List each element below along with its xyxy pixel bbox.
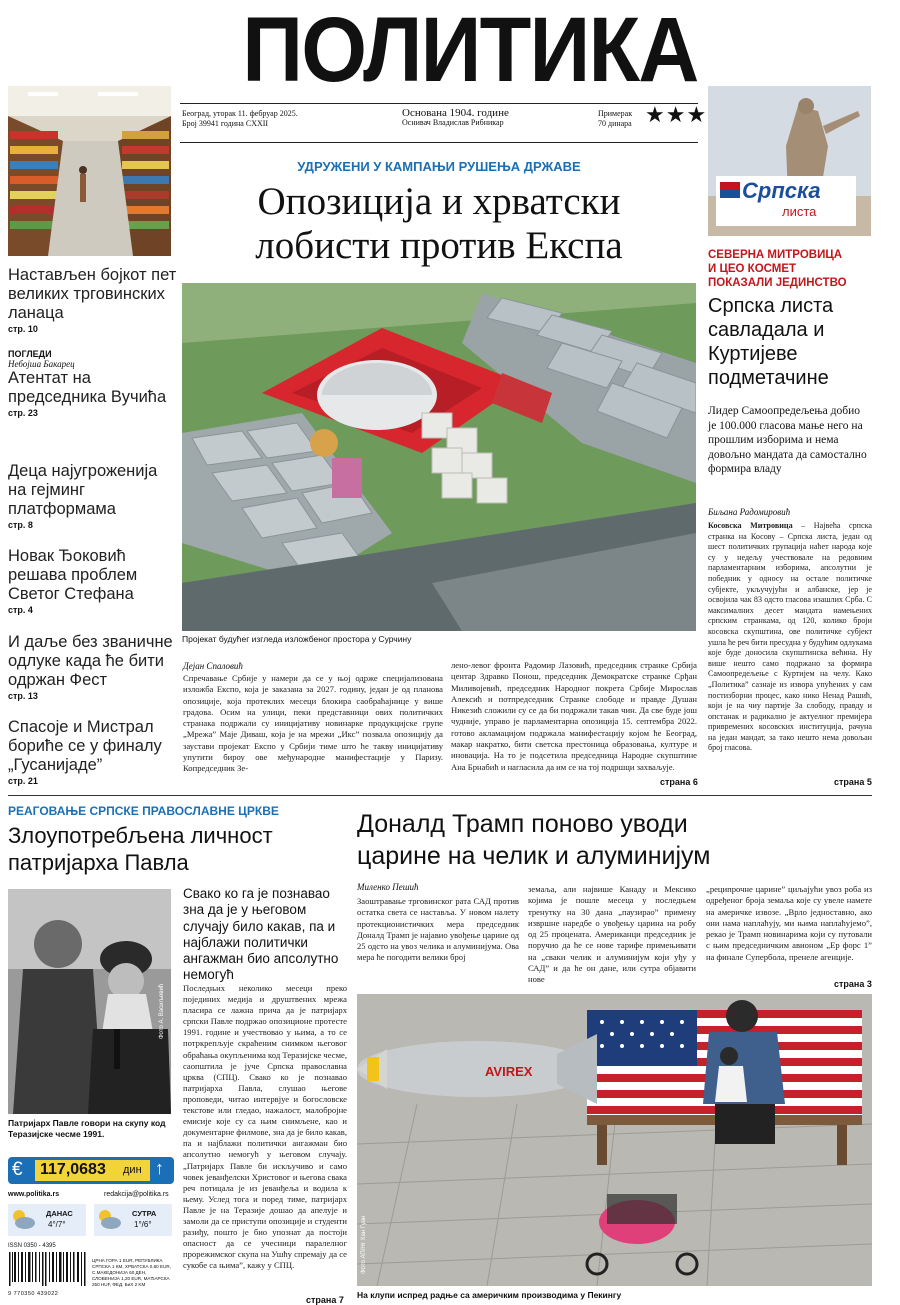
regional-prices: ЦРНА ГОРА 1 EUR, РЕПУБЛИКА СРПСКА 1 КМ, ХРВАТСКА 0,60 EUR, С.МАКЕДОНИЈА 60 ДЕН, СЛОВЕНИЈА 1,20 EUR, МАЂАРСКА 250 HUF, ФЕД. БиХ 2 KM bbox=[92, 1258, 171, 1287]
founded-line: Основана 1904. године bbox=[402, 107, 509, 119]
supermarket-illustration bbox=[8, 86, 171, 256]
sidebar-item-fest[interactable] bbox=[8, 633, 178, 701]
issue-info-bar bbox=[180, 102, 708, 143]
supermarket-photo[interactable] bbox=[8, 86, 171, 256]
sidebar-item-author: Небојша Бакарец bbox=[8, 359, 75, 369]
sidebar-item-page: стр. 8 bbox=[8, 520, 33, 530]
expo-photo-caption: Пројекат будућег изгледа изложбеног простора у Сурчину bbox=[182, 634, 412, 644]
patriarch-photo-caption: Патријарх Павле говори на скупу код Теразијске чесме 1991. bbox=[8, 1118, 166, 1139]
right-kicker-line: СЕВЕРНА МИТРОВИЦА bbox=[708, 249, 843, 261]
sidebar-item-page: стр. 10 bbox=[8, 324, 38, 334]
sidebar-item-title: Деца најугроженија на гејминг платформама bbox=[8, 462, 158, 518]
barcode-digits: 9 770350 439022 bbox=[8, 1291, 59, 1297]
email-link[interactable]: redakcija@politika.rs bbox=[104, 1191, 169, 1198]
flag-stripe-blue bbox=[720, 190, 740, 198]
sidebar-item-title: Спасоје и Мистрал бориће се у финалу „Гусанијаде” bbox=[8, 718, 162, 774]
trump-headline[interactable] bbox=[357, 808, 877, 872]
trump-article-col1: Заоштравање трговинског рата САД против остатка света се наставља. У новом налету протекционистичких мера председник Доналд Трамп је најавио увођење царине од 25 одсто на увоз челика и алуминијума. Ова мера ће погодити велики број bbox=[357, 896, 519, 963]
church-pull-quote: Свако ко га је познавао зна да је у његовом случају било какав, па и најблажи политички ангажман био апсолутно немогућ bbox=[183, 886, 339, 983]
sidebar-item-page: стр. 23 bbox=[8, 408, 38, 418]
right-article-body bbox=[708, 521, 872, 775]
rate-box bbox=[35, 1160, 150, 1181]
flag-bench-illustration bbox=[357, 994, 872, 1286]
right-kicker bbox=[708, 248, 873, 290]
right-article-text: – Највећа српска странка на Косову – Српска листа, један од шест политичких групација наћет народа које су у недељу учествовале на редовним парламентарним изборима, апсолутни је победник у односу на остале политичке субјекте, укључујући и албанске, јер је освојила чак 83 одсто гласова изашлих Срба. С максималних десет мандата намењених српским странкама, од 120, колико броји косовска скупштина, ове политичке субјект ушла ће реч бити пресудна у будућим одлукама које буде доносила скупштинска већина. Ну више нешто само подржано за формира Самоопредељење с Куртијем на челу. Како „Политика” сазнаје из извора упућених у сам постизборни процес, како нико Ненад Рашић, који је на чиу партије За слободу, правду и опстанак и радикално је актуелног премијера привремених косовских институција, рачуна на један мандат, за тако нешто нема довољан број гласова. bbox=[708, 521, 872, 753]
logo-text: Српска bbox=[742, 178, 821, 203]
main-page-ref[interactable]: страна 6 bbox=[660, 777, 698, 787]
copy-label: Примерак bbox=[598, 109, 633, 118]
weather-today-label: ДАНАС bbox=[46, 1209, 73, 1218]
weather-tomorrow-label: СУТРА bbox=[132, 1209, 157, 1218]
expo-render-illustration bbox=[182, 283, 696, 631]
trump-byline: Миленко Пешић bbox=[357, 882, 419, 892]
issn-label: ISSN 0350 - 4395 bbox=[8, 1243, 56, 1249]
rate-unit: дин bbox=[123, 1164, 142, 1176]
main-headline[interactable] bbox=[180, 180, 698, 268]
partly-cloudy-icon bbox=[96, 1208, 122, 1230]
srpska-lista-logo bbox=[716, 176, 856, 226]
sidebar-item-page: стр. 13 bbox=[8, 691, 38, 701]
church-kicker: РЕАГОВАЊЕ СРПСКЕ ПРАВОСЛАВНЕ ЦРКВЕ bbox=[8, 804, 279, 818]
sidebar-item-gusanijada[interactable] bbox=[8, 718, 178, 786]
weather-tomorrow bbox=[94, 1204, 172, 1236]
rocket-brand-label: AVIREX bbox=[485, 1064, 533, 1079]
expo-render-photo[interactable] bbox=[182, 283, 696, 631]
main-byline: Дејан Спаловић bbox=[183, 661, 243, 671]
trump-article-col3: „реципрочне царине” циљајући увоз роба из одређеног броја земаља које су увеле намете на америчке извозе. „Врло једноставно, ако они нама наплаћују, ми њима наплаћујемо”, рекао је Трамп новинарима који су путовали с њим председничким авионом „Ер форс 1” на финале Суперболa, пренеле агенције. bbox=[706, 884, 872, 962]
patriarch-photo-credit: Фото А. Васиљевић bbox=[159, 983, 165, 1039]
partly-cloudy-icon bbox=[10, 1208, 36, 1230]
church-headline-line: патријарха Павла bbox=[8, 850, 189, 875]
flag-photo-credit: Фото АП/Нг Хан Гуан bbox=[361, 1215, 367, 1274]
patriarch-photo[interactable] bbox=[8, 889, 171, 1114]
euro-icon: € bbox=[12, 1159, 23, 1180]
right-dateline: Косовска Митровица bbox=[708, 521, 793, 530]
sidebar-item-gaming[interactable] bbox=[8, 462, 178, 530]
main-kicker: УДРУЖЕНИ У КАМПАЊИ РУШЕЊА ДРЖАВЕ bbox=[297, 159, 581, 174]
flag-photo-caption: На клупи испред радње са америчким производима у Пекингу bbox=[357, 1290, 622, 1300]
right-deck: Лидер Самоопредељења добио је 100.000 гласова мање него на прошлим изборима и нема довољно мандата да самостално формира владу bbox=[708, 405, 867, 475]
currency-widget[interactable] bbox=[8, 1157, 174, 1184]
founder-line: Оснивач Владислав Рибникар bbox=[402, 118, 504, 127]
right-kicker-line: И ЦЕО КОСМЕТ bbox=[708, 263, 797, 275]
date-line: Београд, уторак 11. фебруар 2025. bbox=[182, 109, 298, 118]
stars-rating: ★★★ bbox=[645, 102, 708, 127]
weather-today bbox=[8, 1204, 86, 1236]
masthead-title[interactable]: ПОЛИТИКА bbox=[242, 0, 698, 101]
trump-page-ref[interactable]: страна 3 bbox=[834, 979, 872, 989]
sidebar-item-assassination[interactable] bbox=[8, 349, 178, 418]
church-headline[interactable] bbox=[8, 822, 348, 876]
main-headline-line: лобисти против Експа bbox=[255, 224, 623, 267]
barcode-icon bbox=[8, 1252, 86, 1286]
sidebar-item-title: Атентат на председника Вучића bbox=[8, 369, 167, 406]
weather-today-temp: 4°/7° bbox=[48, 1220, 66, 1229]
patriarch-illustration bbox=[8, 889, 171, 1114]
weather-tomorrow-temp: 1°/6° bbox=[134, 1220, 152, 1229]
exchange-rate: 117,0683 bbox=[40, 1161, 106, 1178]
main-article-col2: лено-левог фронта Радомир Лазовић, председник странке Србија центар Здравко Понош, председник Демократске странке Срђан Миливојевић, председник Народног покрета Србије Мирослав Алексић и потпредседник Странке слободе и правде Душан Никезић сложили су се да би подржали такав чин. Да све буде још чудније, управо је парламентарна опозиција 15. септембра 2022. готово аклaмацијом подржала манифестацију којом ће Београд, макар накратко, бити светска престоница образовања, културе и иновација. На то је подсетила председница Народне скупштине Ана Брнабић и нагласила да им се на тој подршци захваљује. bbox=[451, 660, 697, 772]
sidebar-item-section: ПОГЛЕДИ bbox=[8, 349, 52, 359]
flag-stripe-red bbox=[720, 182, 740, 190]
flag-bench-photo[interactable] bbox=[357, 994, 872, 1286]
issue-line: Број 39941 година CXXII bbox=[182, 119, 269, 128]
church-page-ref[interactable]: страна 7 bbox=[306, 1295, 344, 1305]
sidebar-item-page: стр. 21 bbox=[8, 776, 38, 786]
trump-headline-line: царине на челик и алуминијум bbox=[357, 842, 711, 870]
trump-article-col2: земаља, али највише Канаду и Мексико којима је пошле месеца у последњем тренутку на 30 дана „паузирао” примену извршне наредбе о увођењу царина на робу од 25 процената. Американци председник је поручио да ће се нове тарифе примењивати на „сваки челик и алуминијум који уђу у САД” и да ће он дане, или сутра објавити нове bbox=[528, 884, 696, 985]
barcode bbox=[8, 1252, 86, 1297]
price-label: 70 динара bbox=[598, 119, 632, 128]
section-divider bbox=[8, 795, 872, 796]
sidebar-item-title: И даље без званичне одлуке када ће бити одржан Фест bbox=[8, 633, 173, 689]
right-byline: Биљана Радомировић bbox=[708, 507, 791, 517]
church-article-body: Последњих неколико месеци преко појединих медија и друштвених мрежа пласира се лажна прича да је патријарх српски Павле подржао опозиционе протесте 1991. године и учествовао у њима, а то се потркрепљује скраћеним снимком његовог обраћања окупљенима код Теразијске чесме, саопштила је јуче Српска православна црква (СПЦ). Свако ко је познавао патријарха Павла, слушао његове проповеди, читао интервјуе и богословске текстове или гледао, нажалост, малобројне емисије које су са њим снимљене, као и документарне филмове, зна да је било какав, па и најблажи политички ангажман био апсолутно немогућ у његовом случају. „Патријарх Павле би искључиво и само човек јеванђелски Христовог и његова свака реч потицала је из јеванђеља и водила к њему. Услед тога и поред тиме, патријарх Павле је на Теразије дошао да апелује и замоли да се приступи опозиције и студенти разиђу, пошто је био упознат да постоји опасност да се учесници паралелног прорежимског скупа на Ушћу спремају да се сукобе са њима”, кажу у СПЦ. bbox=[183, 983, 347, 1271]
right-kicker-line: ПОКАЗАЛИ ЈЕДИНСТВО bbox=[708, 277, 847, 289]
trump-headline-line: Доналд Трамп поново уводи bbox=[357, 810, 688, 838]
logo-subtext: листа bbox=[782, 204, 817, 219]
sidebar-item-title: Настављен бојкот пет великих трговинских ланаца bbox=[8, 266, 177, 322]
right-headline[interactable]: Српска листа савладала и Куртијеве подметачине bbox=[708, 295, 834, 389]
main-article-col1: Спречавање Србије у намери да се у њој одрже специјализована изложба Експо, која је заказана за 2027. годину, један је од планова опозиције, која протеклих месеци блокира саобраћајнице у вишe градова. Осим на улици, пеки представници ових политичких странака подржали су иницијативу новинарке продукцијске групе „Мрежа” Маје Диваш, која је на мрежи „Икс” позвала опозицију да заустави пројекат Експо у Србији тиме што ће такву иницијативу упутити бироу ове међународне манифестације у Паризу. Копредседник Зе- bbox=[183, 673, 443, 774]
church-headline-line: Злоупотребљена личност bbox=[8, 823, 273, 848]
up-arrow-icon: ↑ bbox=[155, 1158, 164, 1178]
right-page-ref[interactable]: страна 5 bbox=[834, 777, 872, 787]
sidebar-item-page: стр. 4 bbox=[8, 605, 33, 615]
srpska-lista-photo[interactable] bbox=[708, 86, 871, 236]
website-link[interactable]: www.politika.rs bbox=[8, 1191, 60, 1198]
sidebar-item-djokovic[interactable] bbox=[8, 547, 178, 615]
sidebar-item-title: Новак Ђоковић решава проблем Светог Стефана bbox=[8, 547, 138, 603]
main-headline-line: Опозиција и хрватски bbox=[257, 180, 621, 223]
sidebar-item-boycott[interactable] bbox=[8, 266, 178, 334]
